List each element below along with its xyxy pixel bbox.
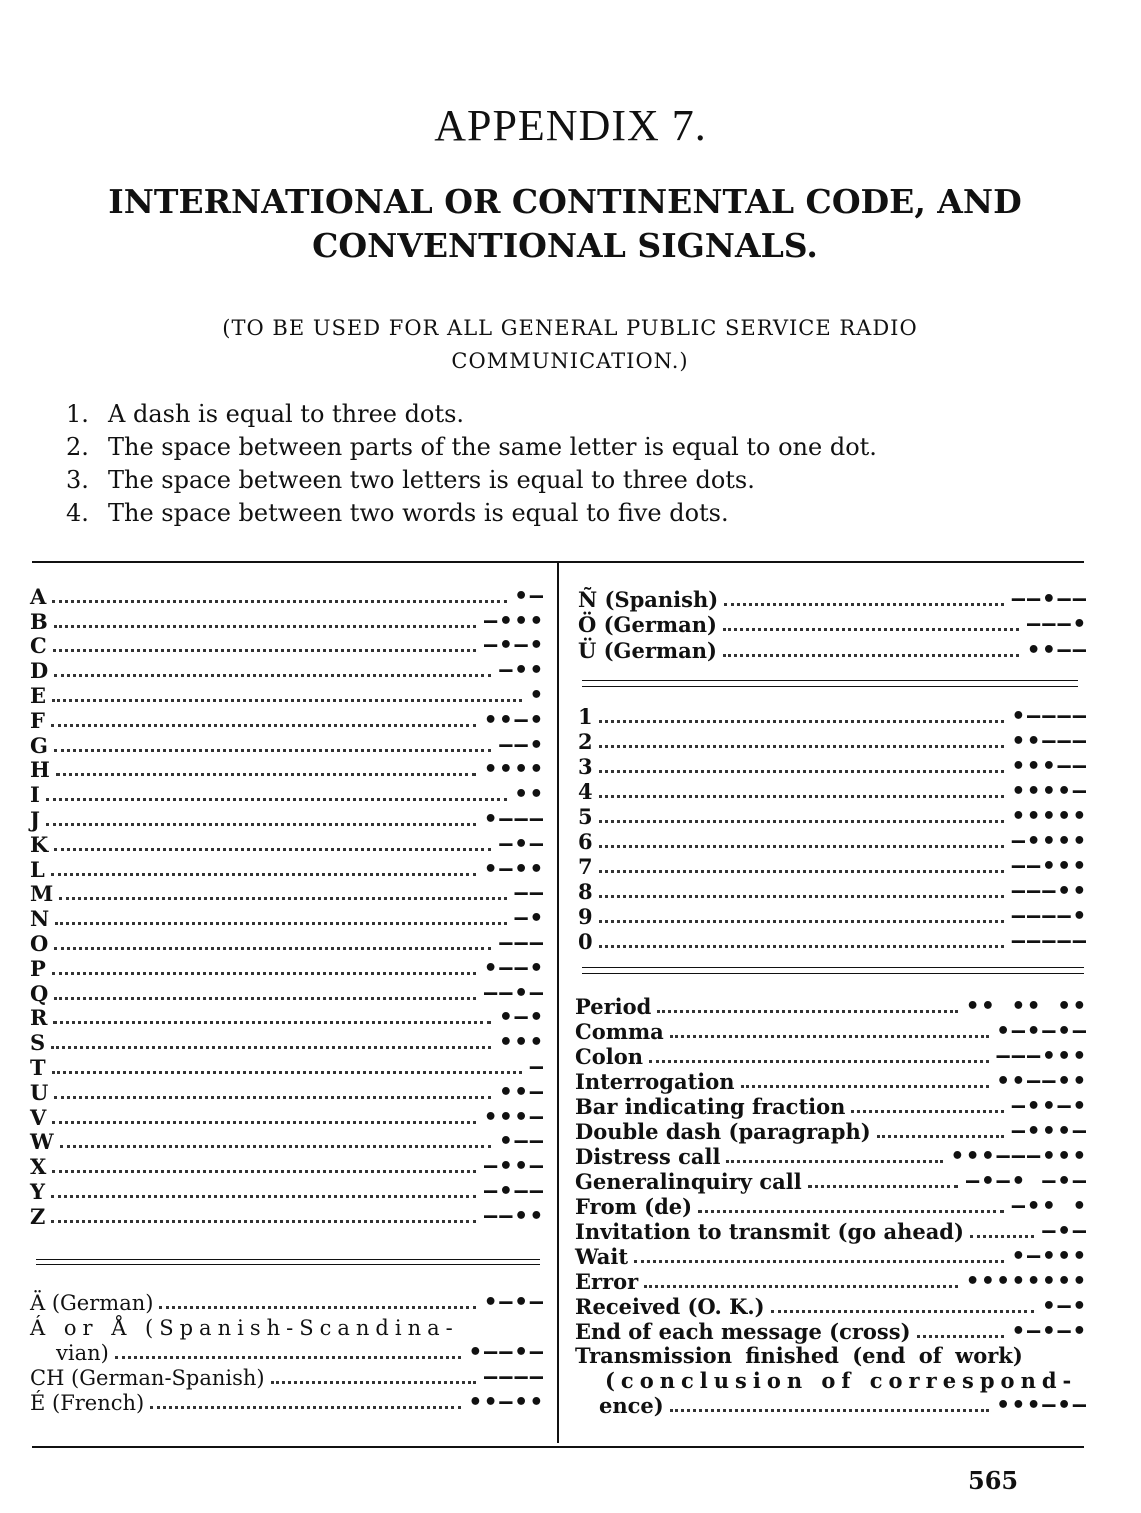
morse-code: •——— bbox=[484, 806, 545, 832]
table-row bbox=[30, 857, 545, 882]
morse-code: ——•—— bbox=[1011, 586, 1088, 612]
code-label: Generalinquiry call bbox=[575, 1169, 802, 1194]
dot-leader bbox=[54, 848, 491, 851]
rule-item: 4. The space between two words is equal to five dots. bbox=[66, 499, 729, 527]
code-label: M bbox=[30, 881, 54, 907]
table-row bbox=[578, 612, 1088, 638]
table-row bbox=[578, 729, 1088, 754]
code-label: U bbox=[30, 1079, 49, 1105]
code-label: Á or Å (Spanish-Scandina- bbox=[30, 1316, 459, 1340]
dot-leader bbox=[115, 1356, 461, 1359]
code-label: G bbox=[30, 732, 48, 758]
double-rule bbox=[36, 1259, 540, 1260]
morse-code: ••—• bbox=[484, 707, 545, 733]
table-row bbox=[30, 733, 545, 758]
code-label: S bbox=[30, 1030, 46, 1056]
morse-code: ———•• bbox=[1011, 879, 1088, 904]
section-subtitle bbox=[60, 180, 1070, 268]
code-label: Ö (German) bbox=[578, 612, 717, 637]
morse-code: —•— bbox=[499, 831, 545, 857]
spacing-rules-list bbox=[66, 398, 1106, 530]
dot-leader bbox=[51, 1195, 476, 1198]
dot-leader bbox=[657, 1010, 958, 1013]
column-divider bbox=[557, 563, 559, 1443]
dot-leader bbox=[59, 897, 506, 900]
table-row bbox=[30, 931, 545, 956]
dot-leader bbox=[150, 1406, 461, 1409]
morse-code: —— bbox=[514, 881, 545, 907]
dot-leader bbox=[46, 798, 507, 801]
code-label: Interrogation bbox=[575, 1069, 735, 1094]
accented-letters-table bbox=[30, 1290, 545, 1415]
morse-code: ••••• bbox=[1011, 804, 1088, 829]
code-label: From (de) bbox=[575, 1194, 693, 1219]
morse-code: •—•— bbox=[484, 1290, 545, 1315]
dot-leader bbox=[46, 823, 476, 826]
morse-code: •••———••• bbox=[950, 1144, 1088, 1169]
table-row bbox=[30, 584, 545, 609]
table-row bbox=[30, 609, 545, 634]
code-label: Y bbox=[30, 1178, 45, 1204]
table-row bbox=[575, 1194, 1088, 1219]
rule-item: 1. A dash is equal to three dots. bbox=[66, 400, 465, 428]
code-label: I bbox=[30, 782, 40, 808]
code-label: 3 bbox=[578, 754, 593, 779]
morse-code: —• bbox=[514, 906, 545, 932]
code-label: P bbox=[30, 955, 46, 981]
table-row bbox=[30, 1105, 545, 1130]
code-label: H bbox=[30, 757, 50, 783]
table-row bbox=[575, 1144, 1088, 1169]
morse-code: ••—— bbox=[1027, 637, 1088, 663]
double-rule bbox=[582, 967, 1084, 968]
morse-code: •———— bbox=[1011, 704, 1088, 729]
morse-code: •••—— bbox=[1011, 754, 1088, 779]
table-bottom-rule bbox=[32, 1446, 1084, 1448]
morse-code: •—•—• bbox=[1011, 1319, 1088, 1344]
table-row bbox=[575, 1269, 1088, 1294]
table-row bbox=[578, 879, 1088, 904]
code-label: N bbox=[30, 906, 50, 932]
morse-code: —•—• bbox=[484, 633, 545, 659]
morse-code: ——••• bbox=[1011, 854, 1088, 879]
dot-leader bbox=[56, 773, 476, 776]
code-label: Z bbox=[30, 1203, 46, 1229]
morse-code: •—• bbox=[1042, 1294, 1088, 1319]
table-row bbox=[30, 758, 545, 783]
dot-leader bbox=[970, 1235, 1034, 1238]
dot-leader bbox=[159, 1306, 476, 1309]
dot-leader bbox=[52, 600, 506, 603]
dot-leader bbox=[54, 1096, 491, 1099]
dot-leader bbox=[644, 1285, 958, 1288]
dot-leader bbox=[723, 654, 1019, 657]
table-row bbox=[575, 1319, 1088, 1344]
dot-leader bbox=[741, 1085, 989, 1088]
morse-code: •— bbox=[514, 583, 545, 609]
code-label: vian) bbox=[56, 1341, 109, 1365]
dot-leader bbox=[51, 1220, 476, 1223]
dot-leader bbox=[51, 724, 476, 727]
double-rule bbox=[582, 973, 1084, 974]
table-row bbox=[30, 782, 545, 807]
table-row bbox=[30, 981, 545, 1006]
code-label: Received (O. K.) bbox=[575, 1294, 765, 1319]
table-row bbox=[575, 1094, 1088, 1119]
code-label: End of each message (cross) bbox=[575, 1319, 911, 1344]
table-row bbox=[30, 1179, 545, 1204]
morse-code: —•— bbox=[1042, 1219, 1088, 1244]
table-row bbox=[30, 906, 545, 931]
morse-code: •• •• •• bbox=[966, 994, 1088, 1019]
dot-leader bbox=[917, 1335, 1004, 1338]
table-row bbox=[30, 1340, 545, 1365]
table-row bbox=[578, 586, 1088, 612]
morse-code: ———— bbox=[484, 1365, 545, 1390]
table-row bbox=[578, 904, 1088, 929]
code-label: 4 bbox=[578, 779, 593, 804]
morse-code: • bbox=[529, 682, 545, 708]
table-row bbox=[578, 929, 1088, 954]
morse-code: •••— bbox=[484, 1104, 545, 1130]
morse-code: ••——•• bbox=[996, 1069, 1088, 1094]
morse-code: ——• bbox=[499, 732, 545, 758]
code-label: 1 bbox=[578, 704, 593, 729]
morse-code: —•—• —•— bbox=[966, 1169, 1088, 1194]
table-row bbox=[578, 829, 1088, 854]
code-label: Ñ (Spanish) bbox=[578, 586, 719, 612]
usage-line-1: (TO BE USED FOR ALL GENERAL PUBLIC SERVICE RADIO bbox=[222, 316, 918, 340]
dot-leader bbox=[52, 1170, 476, 1173]
morse-code: •——• bbox=[484, 955, 545, 981]
morse-code: ••••— bbox=[1011, 779, 1088, 804]
code-label: K bbox=[30, 831, 49, 857]
table-row bbox=[578, 754, 1088, 779]
code-label: Period bbox=[575, 994, 652, 1019]
morse-code: —••— bbox=[484, 1154, 545, 1180]
morse-code: —••—• bbox=[1011, 1094, 1088, 1119]
table-row bbox=[30, 1154, 545, 1179]
code-label: L bbox=[30, 856, 45, 882]
morse-code: ———••• bbox=[996, 1044, 1088, 1069]
morse-code: ••—•• bbox=[468, 1390, 545, 1415]
double-rule bbox=[36, 1264, 540, 1265]
code-label: 0 bbox=[578, 929, 593, 954]
dot-leader bbox=[599, 920, 1004, 923]
table-row bbox=[575, 1244, 1088, 1269]
dot-leader bbox=[54, 749, 491, 752]
morse-code: •—••• bbox=[1011, 1244, 1088, 1269]
right-accented-table bbox=[578, 586, 1088, 663]
morse-code: ——— bbox=[499, 930, 545, 956]
morse-code: —•••— bbox=[1011, 1119, 1088, 1144]
morse-code: •••••••• bbox=[966, 1269, 1088, 1294]
code-label: T bbox=[30, 1054, 46, 1080]
rule-item: 2. The space between parts of the same letter is equal to one dot. bbox=[66, 433, 877, 461]
code-label: R bbox=[30, 1005, 48, 1031]
morse-code: — bbox=[529, 1054, 545, 1080]
code-label: A bbox=[30, 583, 47, 609]
table-row bbox=[30, 1365, 545, 1390]
morse-code: —•—— bbox=[484, 1178, 545, 1204]
morse-code: •••—•— bbox=[996, 1393, 1088, 1418]
dot-leader bbox=[51, 873, 476, 876]
morse-code: —•• bbox=[499, 658, 545, 684]
code-label: X bbox=[30, 1154, 47, 1180]
rule-item: 3. The space between two letters is equal to three dots. bbox=[66, 466, 755, 494]
code-label: Bar indicating fraction bbox=[575, 1094, 846, 1119]
dot-leader bbox=[670, 1409, 989, 1412]
table-row bbox=[30, 708, 545, 733]
dot-leader bbox=[54, 997, 476, 1000]
code-label: Colon bbox=[575, 1044, 643, 1069]
table-row bbox=[30, 1290, 545, 1315]
dot-leader bbox=[723, 628, 1019, 631]
appendix-title: APPENDIX 7. bbox=[434, 101, 707, 150]
code-label: B bbox=[30, 608, 48, 634]
code-label: F bbox=[30, 707, 45, 733]
dot-leader bbox=[649, 1060, 989, 1063]
dot-leader bbox=[599, 945, 1004, 948]
code-label: V bbox=[30, 1104, 47, 1130]
table-row bbox=[575, 1169, 1088, 1194]
morse-code: •••• bbox=[484, 757, 545, 783]
dot-leader bbox=[53, 1021, 491, 1024]
dot-leader bbox=[51, 1046, 491, 1049]
table-row bbox=[578, 804, 1088, 829]
table-row bbox=[30, 832, 545, 857]
table-row bbox=[575, 1368, 1088, 1393]
dot-leader bbox=[670, 1035, 989, 1038]
dot-leader bbox=[52, 1071, 522, 1074]
table-row bbox=[578, 637, 1088, 663]
dot-leader bbox=[52, 699, 522, 702]
code-label: C bbox=[30, 633, 47, 659]
dot-leader bbox=[851, 1110, 1003, 1113]
dot-leader bbox=[599, 895, 1004, 898]
morse-code: ••——— bbox=[1011, 729, 1088, 754]
page-number: 565 bbox=[968, 1466, 1019, 1495]
table-row bbox=[30, 882, 545, 907]
table-row bbox=[30, 807, 545, 832]
code-label: D bbox=[30, 658, 49, 684]
numerals-table bbox=[578, 704, 1088, 954]
table-row bbox=[575, 1219, 1088, 1244]
dot-leader bbox=[599, 845, 1004, 848]
code-label: J bbox=[30, 806, 40, 832]
morse-code: •—•• bbox=[484, 856, 545, 882]
morse-code: ———• bbox=[1027, 612, 1088, 637]
dot-leader bbox=[599, 745, 1004, 748]
subtitle-line-2: CONVENTIONAL SIGNALS. bbox=[312, 226, 818, 265]
dot-leader bbox=[54, 625, 476, 628]
table-row bbox=[578, 779, 1088, 804]
morse-code: ————— bbox=[1011, 929, 1088, 954]
code-label: Comma bbox=[575, 1019, 664, 1044]
morse-code: •——•— bbox=[468, 1340, 545, 1365]
code-label: É (French) bbox=[30, 1391, 145, 1415]
table-row bbox=[575, 1393, 1088, 1418]
double-rule bbox=[582, 686, 1078, 687]
dot-leader bbox=[271, 1381, 476, 1384]
table-row bbox=[578, 704, 1088, 729]
subtitle-line-1: INTERNATIONAL OR CONTINENTAL CODE, AND bbox=[108, 182, 1022, 221]
morse-code: ••— bbox=[499, 1079, 545, 1105]
double-rule bbox=[582, 680, 1078, 681]
code-label: 9 bbox=[578, 904, 593, 929]
table-row bbox=[30, 634, 545, 659]
code-label: (conclusion of correspond- bbox=[605, 1368, 1078, 1393]
code-label: 6 bbox=[578, 829, 593, 854]
dot-leader bbox=[54, 674, 491, 677]
table-row bbox=[30, 1315, 545, 1340]
morse-code: ————• bbox=[1011, 904, 1088, 929]
table-row bbox=[575, 1019, 1088, 1044]
table-row bbox=[578, 854, 1088, 879]
code-label: W bbox=[30, 1129, 54, 1155]
morse-code: —•••• bbox=[1011, 829, 1088, 854]
code-label: Q bbox=[30, 980, 49, 1006]
morse-code: —••• bbox=[484, 608, 545, 634]
usage-line-2: COMMUNICATION.) bbox=[451, 349, 689, 373]
dot-leader bbox=[53, 649, 476, 652]
usage-note bbox=[120, 312, 1020, 378]
code-label: 7 bbox=[578, 854, 593, 879]
code-label: 8 bbox=[578, 879, 593, 904]
code-label: Ü (German) bbox=[578, 637, 717, 663]
morse-code: •—•—•— bbox=[996, 1019, 1088, 1044]
table-row bbox=[575, 1119, 1088, 1144]
morse-code: •—• bbox=[499, 1005, 545, 1031]
code-label: 2 bbox=[578, 729, 593, 754]
letters-table bbox=[30, 584, 545, 1229]
code-label: Invitation to transmit (go ahead) bbox=[575, 1219, 964, 1244]
table-row bbox=[30, 658, 545, 683]
morse-code: ——•• bbox=[484, 1203, 545, 1229]
dot-leader bbox=[877, 1135, 1004, 1138]
code-label: CH (German-Spanish) bbox=[30, 1366, 265, 1390]
dot-leader bbox=[599, 870, 1004, 873]
code-label: 5 bbox=[578, 804, 593, 829]
code-label: Distress call bbox=[575, 1144, 721, 1169]
dot-leader bbox=[599, 795, 1004, 798]
code-label: Ä (German) bbox=[30, 1291, 154, 1315]
table-row bbox=[30, 1130, 545, 1155]
table-row bbox=[575, 1069, 1088, 1094]
table-row bbox=[30, 683, 545, 708]
morse-code: —•• • bbox=[1011, 1194, 1088, 1219]
code-label: Wait bbox=[575, 1244, 629, 1269]
dot-leader bbox=[724, 603, 1004, 606]
morse-code: •• bbox=[514, 782, 545, 808]
dot-leader bbox=[52, 1121, 476, 1124]
dot-leader bbox=[55, 922, 506, 925]
morse-code: ——•— bbox=[484, 980, 545, 1006]
table-row bbox=[30, 1204, 545, 1229]
table-row bbox=[30, 1080, 545, 1105]
dot-leader bbox=[52, 972, 476, 975]
code-label: E bbox=[30, 682, 47, 708]
code-label: Transmission finished (end of work) bbox=[575, 1343, 1023, 1368]
table-row bbox=[30, 1390, 545, 1415]
table-row bbox=[30, 1030, 545, 1055]
table-row bbox=[575, 1044, 1088, 1069]
transmission-finished-entry bbox=[575, 1343, 1088, 1418]
dot-leader bbox=[599, 720, 1004, 723]
morse-code: ••• bbox=[499, 1030, 545, 1056]
conventional-signals-table bbox=[575, 994, 1088, 1344]
dot-leader bbox=[599, 770, 1004, 773]
table-row bbox=[575, 994, 1088, 1019]
dot-leader bbox=[698, 1210, 1004, 1213]
table-row bbox=[575, 1343, 1088, 1368]
table-row bbox=[30, 1055, 545, 1080]
morse-code: •—— bbox=[499, 1129, 545, 1155]
dot-leader bbox=[771, 1310, 1035, 1313]
dot-leader bbox=[599, 820, 1004, 823]
code-label: Error bbox=[575, 1269, 639, 1294]
table-row bbox=[30, 1006, 545, 1031]
dot-leader bbox=[60, 1145, 492, 1148]
table-row bbox=[30, 956, 545, 981]
code-label: ence) bbox=[599, 1393, 664, 1418]
code-label: O bbox=[30, 930, 49, 956]
dot-leader bbox=[634, 1260, 1004, 1263]
dot-leader bbox=[726, 1160, 942, 1163]
dot-leader bbox=[808, 1185, 958, 1188]
table-row bbox=[575, 1294, 1088, 1319]
code-label: Double dash (paragraph) bbox=[575, 1119, 871, 1144]
dot-leader bbox=[54, 947, 491, 950]
